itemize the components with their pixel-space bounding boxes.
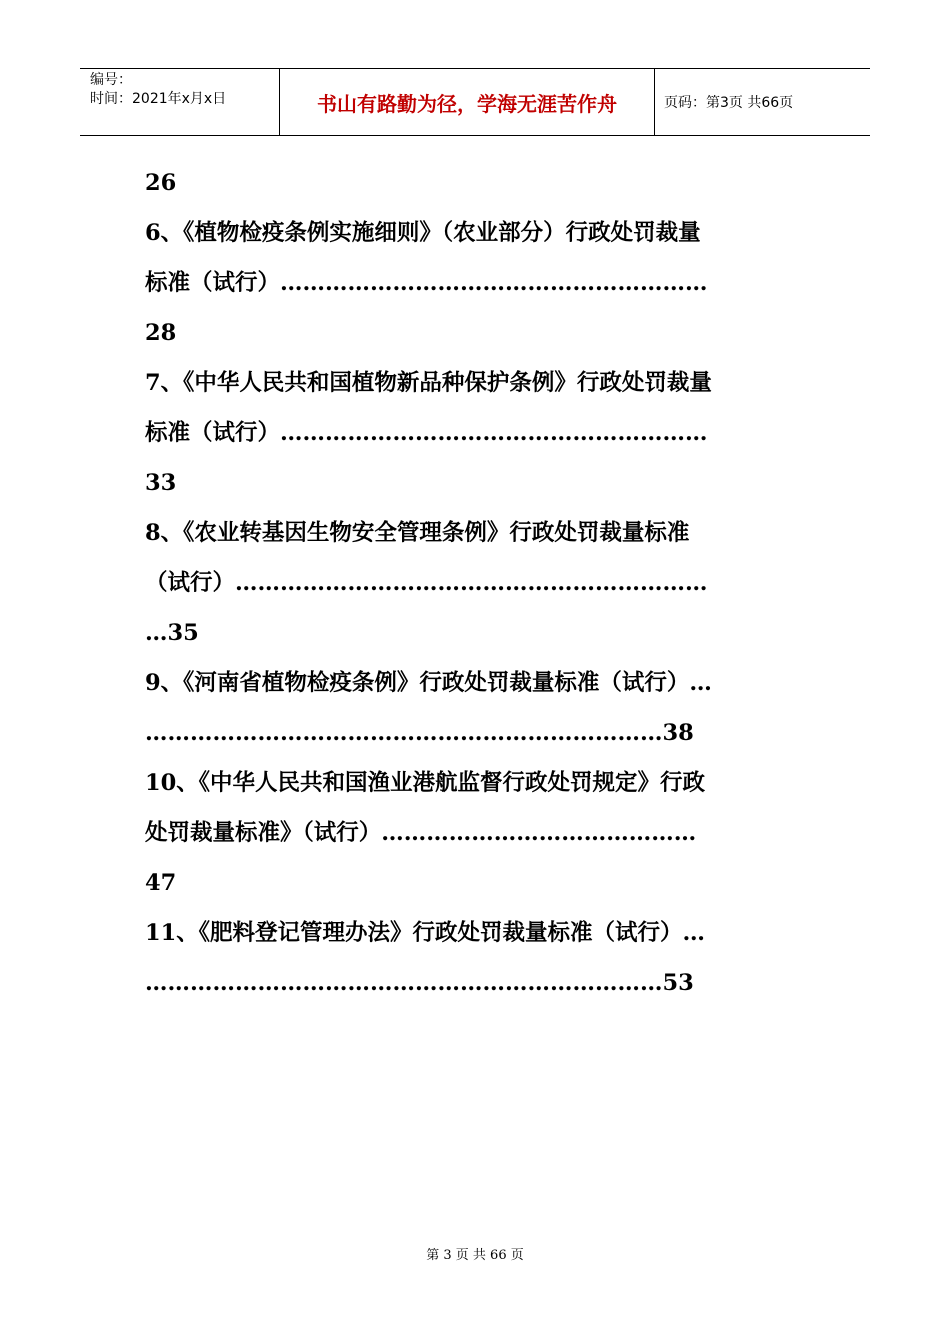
- toc-line: 26: [145, 170, 177, 196]
- header-meta: [80, 69, 280, 135]
- page-header: [80, 68, 870, 136]
- table-of-contents: [145, 158, 810, 1008]
- toc-line: 47: [145, 870, 177, 896]
- toc-line: ……………………………………………………………38: [145, 720, 694, 746]
- toc-line: （试行）………………………………………………………: [145, 570, 708, 596]
- date-label: 时间：2021年x月x日: [90, 91, 227, 107]
- toc-line: 10、《中华人民共和国渔业港航监督行政处罚规定》行政: [145, 770, 706, 796]
- toc-line: 8、《农业转基因生物安全管理条例》行政处罚裁量标准: [145, 520, 690, 546]
- toc-line: 11、《肥料登记管理办法》行政处罚裁量标准（试行）…: [145, 920, 706, 946]
- toc-line: …35: [145, 620, 199, 646]
- header-page-info: 页码：第3页 共66页: [664, 95, 794, 111]
- toc-line: 28: [145, 320, 177, 346]
- toc-line: 6、《植物检疫条例实施细则》（农业部分）行政处罚裁量: [145, 220, 701, 246]
- toc-line: 33: [145, 470, 177, 496]
- toc-line: 9、《河南省植物检疫条例》行政处罚裁量标准（试行）…: [145, 670, 712, 696]
- header-motto: 书山有路勤为径，学海无涯苦作舟: [280, 69, 655, 135]
- toc-line: 标准（试行）…………………………………………………: [145, 270, 708, 296]
- toc-line: ……………………………………………………………53: [145, 970, 694, 996]
- number-label: 编号：: [90, 72, 132, 88]
- toc-line: 标准（试行）…………………………………………………: [145, 420, 708, 446]
- toc-line: 7、《中华人民共和国植物新品种保护条例》行政处罚裁量: [145, 370, 712, 396]
- toc-line: 处罚裁量标准》（试行）……………………………………: [145, 820, 697, 846]
- page-footer: 第 3 页 共 66 页: [426, 1248, 524, 1263]
